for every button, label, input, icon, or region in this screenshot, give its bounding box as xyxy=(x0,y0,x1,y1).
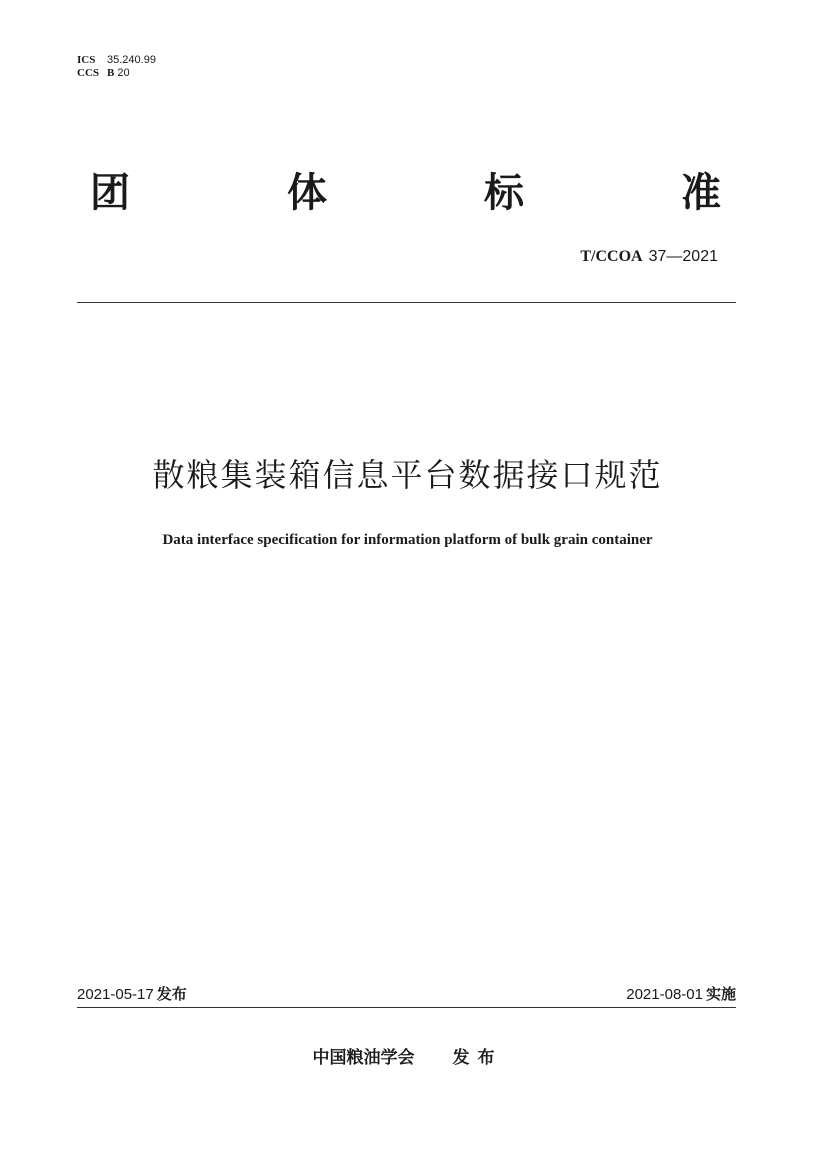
ccs-label: CCS xyxy=(77,67,100,79)
publisher-organization: 中国粮油学会 xyxy=(312,1048,415,1068)
ccs-value: 20 xyxy=(117,67,130,79)
standard-number-value: 37—2021 xyxy=(648,248,718,265)
footer-divider xyxy=(77,1007,736,1008)
title-english: Data interface specification for information platform of bulk grain container xyxy=(162,532,653,548)
standard-type-char-1: 团 xyxy=(90,170,130,216)
ics-label: ICS xyxy=(77,54,96,66)
publisher-verb: 发布 xyxy=(452,1048,503,1068)
classification-codes xyxy=(77,54,156,80)
implement-date-block xyxy=(626,984,736,1005)
title-chinese: 散粮集装箱信息平台数据接口规范 xyxy=(152,456,663,494)
ics-line xyxy=(77,54,156,67)
standard-number xyxy=(580,246,718,267)
standard-type-char-2: 体 xyxy=(287,170,327,216)
header-divider xyxy=(77,302,736,303)
standard-type-char-4: 准 xyxy=(681,170,721,216)
standard-number-prefix: T/CCOA xyxy=(580,248,643,265)
implement-label: 实施 xyxy=(705,985,736,1003)
ccs-line xyxy=(77,67,156,80)
implement-date: 2021-08-01 xyxy=(626,986,703,1003)
standard-type-char-3: 标 xyxy=(484,170,524,216)
ics-value: 35.240.99 xyxy=(107,54,156,66)
issue-date-block xyxy=(77,984,187,1005)
ccs-letter: B xyxy=(107,67,115,79)
issue-date: 2021-05-17 xyxy=(77,986,154,1003)
publisher-line xyxy=(0,1047,815,1069)
issue-label: 发布 xyxy=(156,985,187,1003)
